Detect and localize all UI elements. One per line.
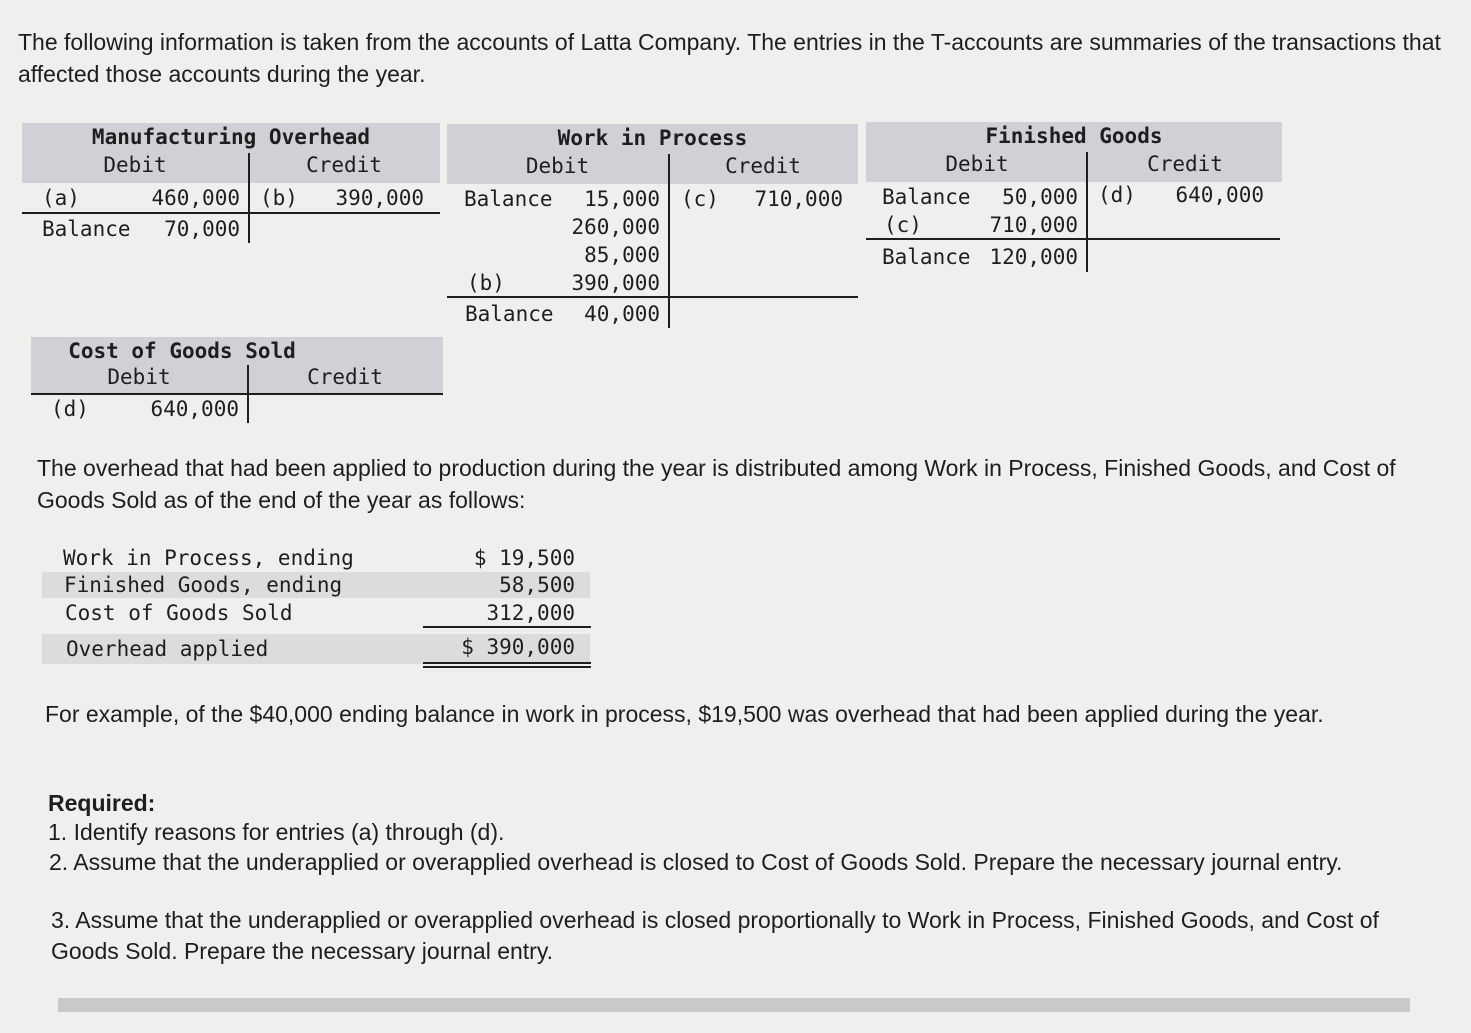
credit-header: Credit [1147,152,1223,176]
debit-amount: 50,000 [1002,185,1078,209]
credit-header: Credit [725,154,801,178]
credit-ref: (d) [1098,183,1136,207]
scrollbar[interactable] [58,998,1410,1012]
t-account-title: Cost of Goods Sold [68,339,296,363]
schedule-row-total [42,634,590,664]
debit-amount: 120,000 [989,245,1078,269]
credit-header: Credit [307,365,383,389]
debit-amount: 40,000 [584,302,660,326]
credit-ref: (c) [681,187,719,211]
schedule-double-rule [423,662,591,664]
debit-ref: (a) [42,186,80,210]
schedule-double-rule [423,666,591,668]
schedule-label: Cost of Goods Sold [65,601,293,625]
schedule-row-finished-goods [42,572,590,598]
required-item-3: 3. Assume that the underapplied or overapplied overhead is closed proportionally to Work in Process, Finished Goods, and Cost of Goods Sold. Prepare the necessary journal entry. [51,907,1379,964]
example-paragraph: For example, of the $40,000 ending balance in work in process, $19,500 was overhead that had been applied during the year. [45,701,1324,727]
schedule-row-cogs [42,600,590,626]
debit-amount: 460,000 [151,186,240,210]
schedule-total-rule [423,626,591,628]
credit-ref: (b) [260,186,298,210]
t-account-work-in-process [447,124,858,334]
schedule-row-wip [42,545,590,571]
intro-paragraph: The following information is taken from the accounts of Latta Company. The entries in the T-accounts are summaries of the transactions that affected those accounts during the year. [18,29,1441,87]
required-heading: Required: [48,790,156,816]
required-item-1: 1. Identify reasons for entries (a) through (d). [48,819,505,845]
t-account-cost-of-goods-sold [31,337,443,427]
credit-amount: 390,000 [335,186,424,210]
debit-amount: 85,000 [584,243,660,267]
credit-amount: 640,000 [1175,183,1264,207]
schedule-amount: 58,500 [499,573,575,597]
schedule-amount: $ 19,500 [473,546,575,570]
t-account-title: Manufacturing Overhead [91,125,371,149]
debit-header: Debit [525,154,590,178]
debit-amount: 390,000 [571,271,660,295]
debit-ref: Balance [42,217,131,241]
debit-ref: (c) [884,213,922,237]
debit-ref: (b) [467,271,505,295]
credit-amount: 710,000 [754,187,843,211]
t-account-manufacturing-overhead [22,123,440,253]
debit-amount: 70,000 [164,217,240,241]
debit-header: Debit [107,365,171,389]
debit-ref: Balance [465,302,554,326]
schedule-label: Work in Process, ending [63,546,354,570]
debit-ref: Balance [882,245,971,269]
credit-header: Credit [306,153,382,177]
debit-amount: 710,000 [989,213,1078,237]
schedule-label: Overhead applied [66,637,269,661]
t-account-title: Work in Process [557,126,748,150]
required-item-2: 2. Assume that the underapplied or overapplied overhead is closed to Cost of Goods Sold. Prepare the necessary journal entry. [49,849,1343,875]
debit-ref: (d) [51,397,89,421]
t-account-title: Finished Goods [985,124,1163,148]
debit-amount: 260,000 [571,215,660,239]
debit-ref: Balance [464,187,553,211]
schedule-amount: $ 390,000 [461,635,575,659]
schedule-amount: 312,000 [486,601,575,625]
debit-header: Debit [945,152,1009,176]
distribution-paragraph: The overhead that had been applied to production during the year is distributed among Work in Process, Finished Goods, and Cost of Goods Sold as of the end of the year as follows: [37,455,1396,513]
schedule-label: Finished Goods, ending [64,573,343,597]
debit-header: Debit [103,153,167,177]
debit-amount: 15,000 [584,187,660,211]
debit-ref: Balance [882,185,971,209]
t-account-finished-goods [866,122,1282,274]
debit-amount: 640,000 [150,397,239,421]
